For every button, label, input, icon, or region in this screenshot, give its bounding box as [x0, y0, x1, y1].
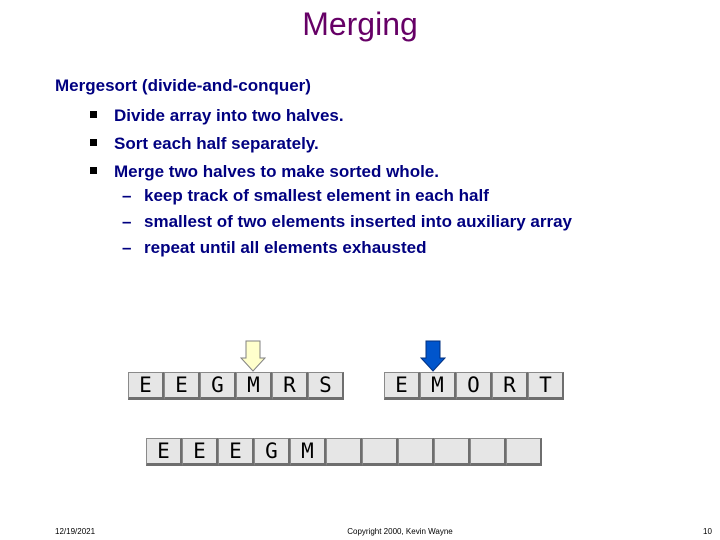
bullet-text: Merge two halves to make sorted whole. — [114, 162, 439, 181]
bullet-item — [90, 106, 344, 126]
array-cell: M — [236, 372, 272, 400]
left-pointer-arrow-icon — [240, 340, 266, 372]
dash-icon: – — [122, 238, 132, 257]
array-cell: R — [272, 372, 308, 400]
sub-bullet-text: smallest of two elements inserted into auxiliary array — [144, 212, 572, 231]
right-half-array — [384, 372, 564, 400]
array-cell: E — [128, 372, 164, 400]
array-cell: E — [218, 438, 254, 466]
array-cell — [470, 438, 506, 466]
slide-title: Merging — [302, 6, 418, 42]
sub-bullet-text: keep track of smallest element in each half — [144, 186, 489, 205]
array-cell — [506, 438, 542, 466]
square-bullet-icon — [90, 139, 97, 146]
array-cell: M — [420, 372, 456, 400]
slide-heading: Mergesort (divide-and-conquer) — [55, 76, 311, 95]
footer-date: 12/19/2021 — [55, 527, 96, 536]
right-pointer-arrow-icon — [420, 340, 446, 372]
array-cell: M — [290, 438, 326, 466]
sub-bullet-text: repeat until all elements exhausted — [144, 238, 427, 257]
array-cell — [434, 438, 470, 466]
left-half-array — [128, 372, 344, 400]
array-cell: G — [200, 372, 236, 400]
array-cell: O — [456, 372, 492, 400]
bullet-text: Divide array into two halves. — [114, 106, 344, 125]
array-cell: T — [528, 372, 564, 400]
array-cell: E — [182, 438, 218, 466]
array-cell: E — [384, 372, 420, 400]
square-bullet-icon — [90, 111, 97, 118]
bullet-item — [90, 134, 319, 154]
array-cell — [326, 438, 362, 466]
bullet-item — [90, 162, 439, 182]
footer-page-number: 10 — [703, 527, 712, 536]
dash-icon: – — [122, 186, 132, 205]
footer-copyright: Copyright 2000, Kevin Wayne — [347, 527, 453, 536]
array-cell: E — [164, 372, 200, 400]
array-cell: R — [492, 372, 528, 400]
bullet-text: Sort each half separately. — [114, 134, 319, 153]
sub-bullet-item — [122, 238, 426, 258]
sub-bullet-item — [122, 186, 489, 206]
auxiliary-array — [146, 438, 542, 466]
array-cell: S — [308, 372, 344, 400]
dash-icon: – — [122, 212, 132, 231]
sub-bullet-item — [122, 212, 572, 232]
array-cell: E — [146, 438, 182, 466]
array-cell: G — [254, 438, 290, 466]
array-cell — [398, 438, 434, 466]
array-cell — [362, 438, 398, 466]
square-bullet-icon — [90, 167, 97, 174]
